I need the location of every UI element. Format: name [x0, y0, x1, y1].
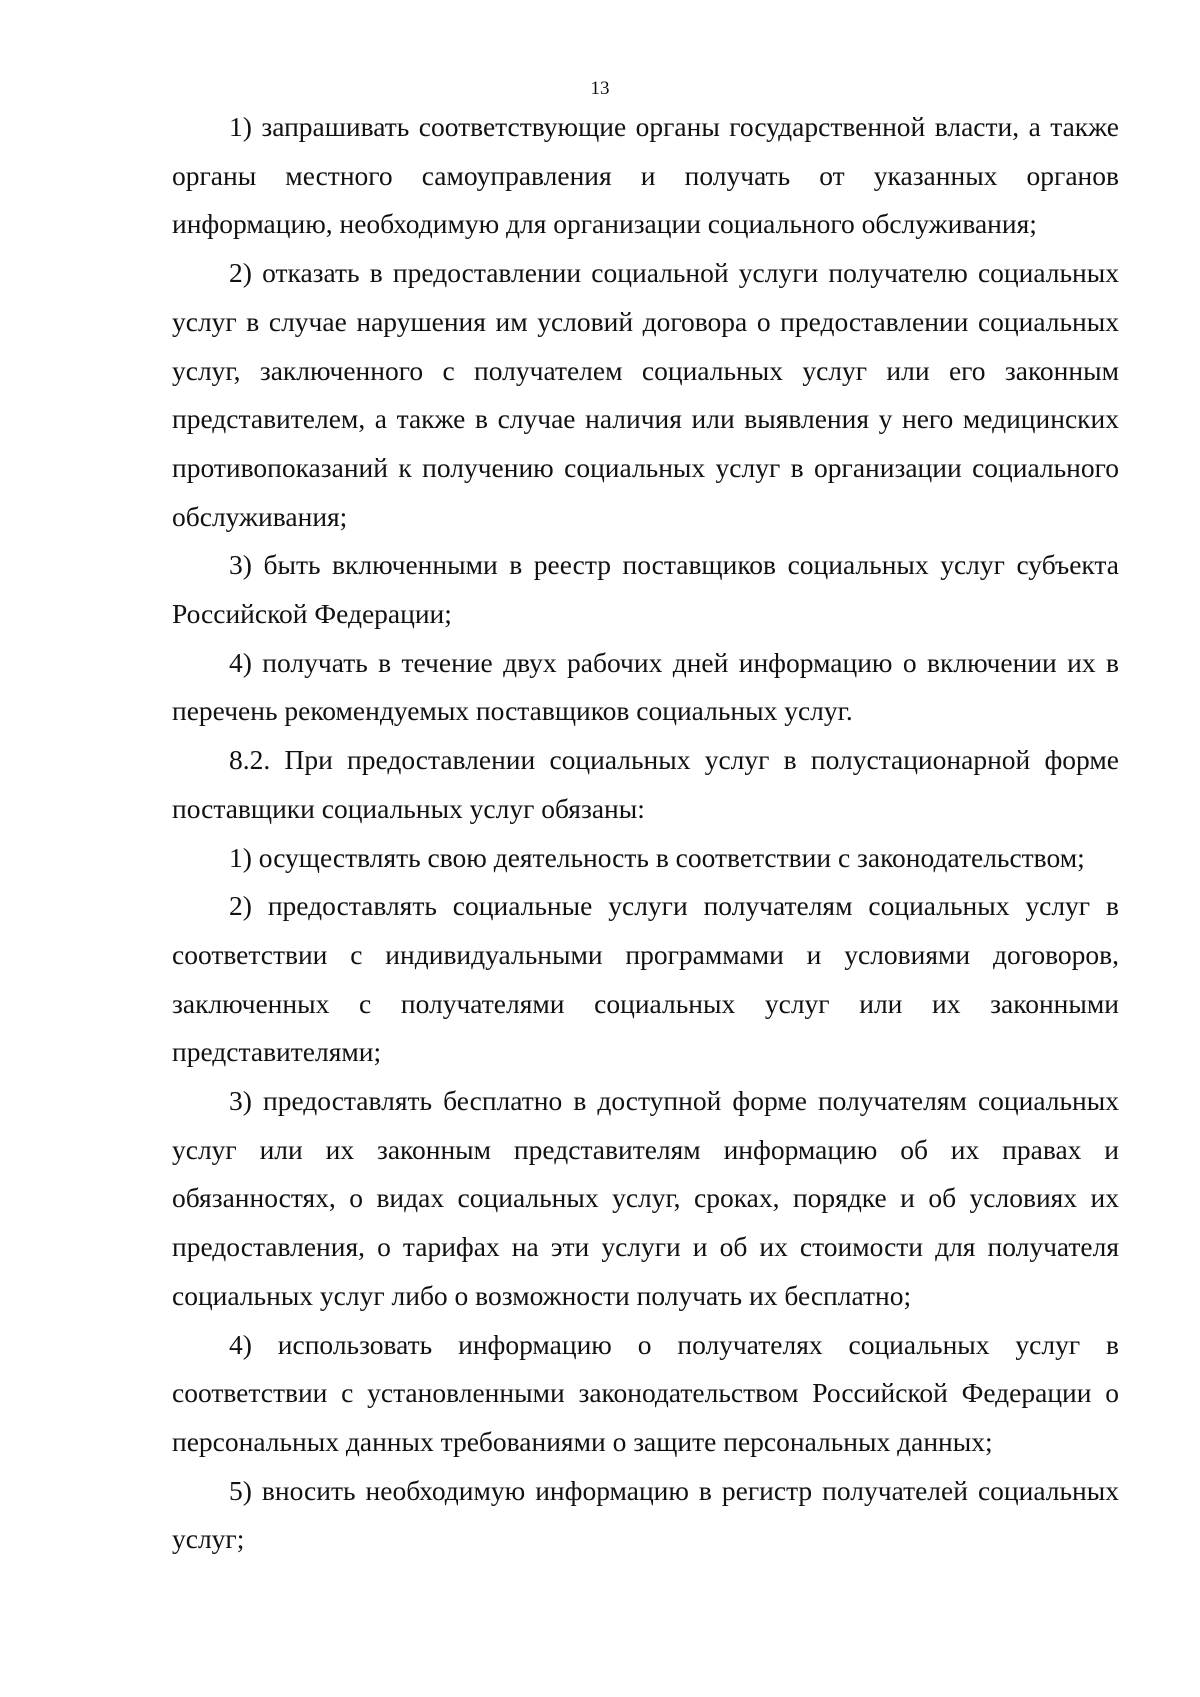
paragraph-duty-inform: 3) предоставлять бесплатно в доступной форме получателям социальных услуг или их законным представителям информацию об их правах и обязанностях, о видах социальных услуг, сроках, порядке и об условиях их предоставления, о тарифах на эти услуги и об их стоимости для получателя социальных услуг либо о возможности получать их бесплатно; — [172, 1085, 1119, 1311]
paragraph-duty-personal-data: 4) использовать информацию о получателях социальных услуг в соответствии с установленными законодательством Российской Федерации о персональных данных требованиями о защите персональных данных; — [172, 1328, 1119, 1457]
paragraph-duty-provide-services: 2) предоставлять социальные услуги получателям социальных услуг в соответствии с индивидуальными программами и условиями договоров, заключенных с получателями социальных услуг или их законными представителями; — [172, 890, 1119, 1068]
paragraph-section-8-2: 8.2. При предоставлении социальных услуг в полустационарной форме поставщики социальных услуг обязаны: — [172, 744, 1119, 824]
page-number: 13 — [590, 78, 610, 99]
paragraph-duty-legislation: 1) осуществлять свою деятельность в соответствии с законодательством; — [229, 841, 1085, 873]
paragraph-refuse-service: 2) отказать в предоставлении социальной услуги получателю социальных услуг в случае нарушения им условий договора о предоставлении социальных услуг, заключенного с получателем социальных услуг или его законным представителем, а также в случае наличия или выявления у него медицинских противопоказаний к получению социальных услуг в организации социального обслуживания; — [172, 257, 1119, 532]
paragraph-request-information: 1) запрашивать соответствующие органы государственной власти, а также органы местного самоуправления и получать от указанных органов информацию, необходимую для организации социального обслуживания; — [172, 111, 1119, 240]
document-body — [172, 103, 1119, 1564]
paragraph-register-inclusion: 3) быть включенными в реестр поставщиков социальных услуг субъекта Российской Федерации; — [172, 549, 1119, 630]
paragraph-receive-information: 4) получать в течение двух рабочих дней информацию о включении их в перечень рекомендуемых поставщиков социальных услуг. — [172, 646, 1119, 727]
paragraph-duty-registry: 5) вносить необходимую информацию в регистр получателей социальных услуг; — [172, 1474, 1119, 1555]
